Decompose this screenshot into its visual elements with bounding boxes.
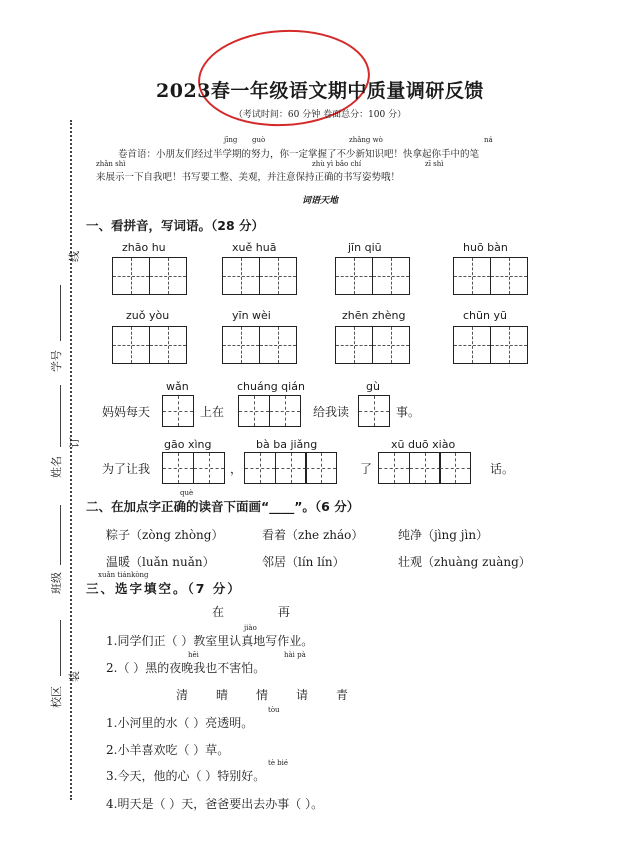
sentence-text: ，: [230, 462, 243, 476]
q2-item: 壮观（zhuàng zuàng）: [398, 555, 531, 569]
choice-word: 青: [336, 688, 349, 702]
writing-grid[interactable]: [112, 326, 187, 364]
sentence-text: 了: [360, 462, 373, 476]
school-number-blank[interactable]: [60, 285, 61, 341]
intro-pinyin: guò: [252, 136, 266, 144]
pinyin-label: tòu: [268, 706, 280, 714]
q3-sentence: 1.同学们正（ ）教室里认真地写作业。: [106, 634, 314, 648]
binding-dotted-line: [70, 120, 72, 800]
intro-line-1: 卷首语：小朋友们经过半学期的努力，你一定掌握了不少新知识吧！快拿起你手中的笔: [118, 149, 480, 160]
pinyin-label: hài pà: [284, 651, 306, 659]
section-title: 词语天地: [301, 196, 338, 206]
pinyin-label: chūn yū: [463, 309, 507, 322]
q3-sentence: 3.今天，他的心（ ）特别好。: [106, 769, 266, 783]
pinyin-label: jiào: [244, 624, 257, 632]
choice-word: 请: [296, 688, 309, 702]
pinyin-label: zhāo hu: [122, 241, 166, 254]
writing-grid[interactable]: [162, 452, 225, 484]
q2-item: 邻居（lín lín）: [262, 555, 345, 569]
sentence-text: 给我读: [313, 405, 350, 419]
q1-heading: 一、看拼音，写词语。（28 分）: [86, 218, 264, 233]
choice-word: 再: [278, 605, 291, 619]
q3-sentence: 4.明天是（ ）天，爸爸要出去办事（ ）。: [106, 797, 324, 811]
intro-pinyin: zhǎn shì: [96, 160, 126, 168]
writing-grid[interactable]: [222, 257, 297, 295]
pinyin-label: gāo xìng: [164, 438, 212, 451]
sentence-text: 话。: [490, 462, 515, 476]
pinyin-label: huō bàn: [463, 241, 508, 254]
pinyin-label: gù: [366, 380, 380, 393]
intro-pinyin: zhǎng wò: [349, 136, 383, 144]
q2-item: 粽子（zòng zhòng）: [106, 528, 224, 542]
choice-word: 清: [176, 688, 189, 702]
pinyin-label: yīn wèi: [232, 309, 271, 322]
pinyin-label: xuě huā: [232, 241, 277, 254]
q3-sentence: 2.（ ）黑的夜晚我也不害怕。: [106, 661, 266, 675]
pinyin-label: xuǎn tiánkòng: [98, 571, 149, 579]
q2-heading: 二、在加点字正确的读音下面画“____”。（6 分）: [86, 499, 360, 514]
pinyin-label: chuáng qián: [237, 380, 305, 393]
campus-blank[interactable]: [60, 620, 61, 676]
page-title: 2023春一年级语文期中质量调研反馈: [156, 80, 484, 102]
sentence-text: 事。: [396, 405, 421, 419]
q2-item: 看着（zhe zháo）: [262, 528, 364, 542]
choice-word: 在: [212, 605, 225, 619]
pinyin-label: zhēn zhèng: [342, 309, 406, 322]
pinyin-label: zuǒ yòu: [126, 309, 170, 322]
side-seal-3: 装: [68, 671, 81, 682]
writing-grid[interactable]: [238, 395, 301, 427]
intro-pinyin: ná: [484, 136, 493, 144]
intro-pinyin: zhù yì bǎo chí: [312, 160, 362, 168]
intro-pinyin: zī shì: [425, 160, 444, 168]
sentence-text: 妈妈每天: [102, 405, 151, 419]
writing-grid[interactable]: [244, 452, 337, 484]
name-blank[interactable]: [60, 385, 61, 447]
side-seal-1: 线: [68, 251, 81, 262]
pinyin-label: wǎn: [166, 380, 189, 393]
class-blank[interactable]: [60, 505, 61, 565]
writing-grid[interactable]: [222, 326, 297, 364]
writing-grid[interactable]: [378, 452, 471, 484]
exam-subtitle: （考试时间：60 分钟 卷面总分：100 分）: [233, 110, 407, 120]
q3-heading: 三、选字填空。（7 分）: [86, 581, 242, 596]
q3-sentence: 1.小河里的水（ ）亮透明。: [106, 716, 254, 730]
q2-item: 纯净（jìng jìn）: [398, 528, 489, 542]
pinyin-label: xū duō xiào: [391, 438, 456, 451]
choice-word: 情: [256, 688, 269, 702]
side-class-label: 班级: [50, 572, 63, 594]
q3-sentence: 2.小羊喜欢吃（ ）草。: [106, 743, 230, 757]
choice-word: 晴: [216, 688, 229, 702]
intro-pinyin: jīng: [224, 136, 238, 144]
pinyin-label: jīn qiū: [348, 241, 382, 254]
intro-line-2: 来展示一下自我吧！书写要工整、美观，并注意保持正确的书写姿势哦！: [96, 172, 401, 183]
writing-grid[interactable]: [453, 326, 528, 364]
pinyin-label: bà ba jiǎng: [256, 438, 318, 451]
writing-grid[interactable]: [112, 257, 187, 295]
writing-grid[interactable]: [358, 395, 390, 427]
side-campus-label: 校区: [50, 686, 63, 708]
side-name-label: 姓名: [50, 456, 63, 478]
writing-grid[interactable]: [335, 326, 410, 364]
writing-grid[interactable]: [335, 257, 410, 295]
pinyin-label: hēi: [188, 651, 199, 659]
pinyin-label: tè bié: [268, 759, 289, 767]
side-seal-2: 订: [68, 437, 81, 448]
sentence-text: 为了让我: [102, 462, 151, 476]
side-school-label: 学号: [50, 350, 63, 372]
writing-grid[interactable]: [162, 395, 194, 427]
sentence-text: 上在: [200, 405, 225, 419]
q2-item: 温暖（luǎn nuǎn）: [106, 555, 215, 569]
pinyin-label: què: [180, 489, 194, 497]
writing-grid[interactable]: [453, 257, 528, 295]
